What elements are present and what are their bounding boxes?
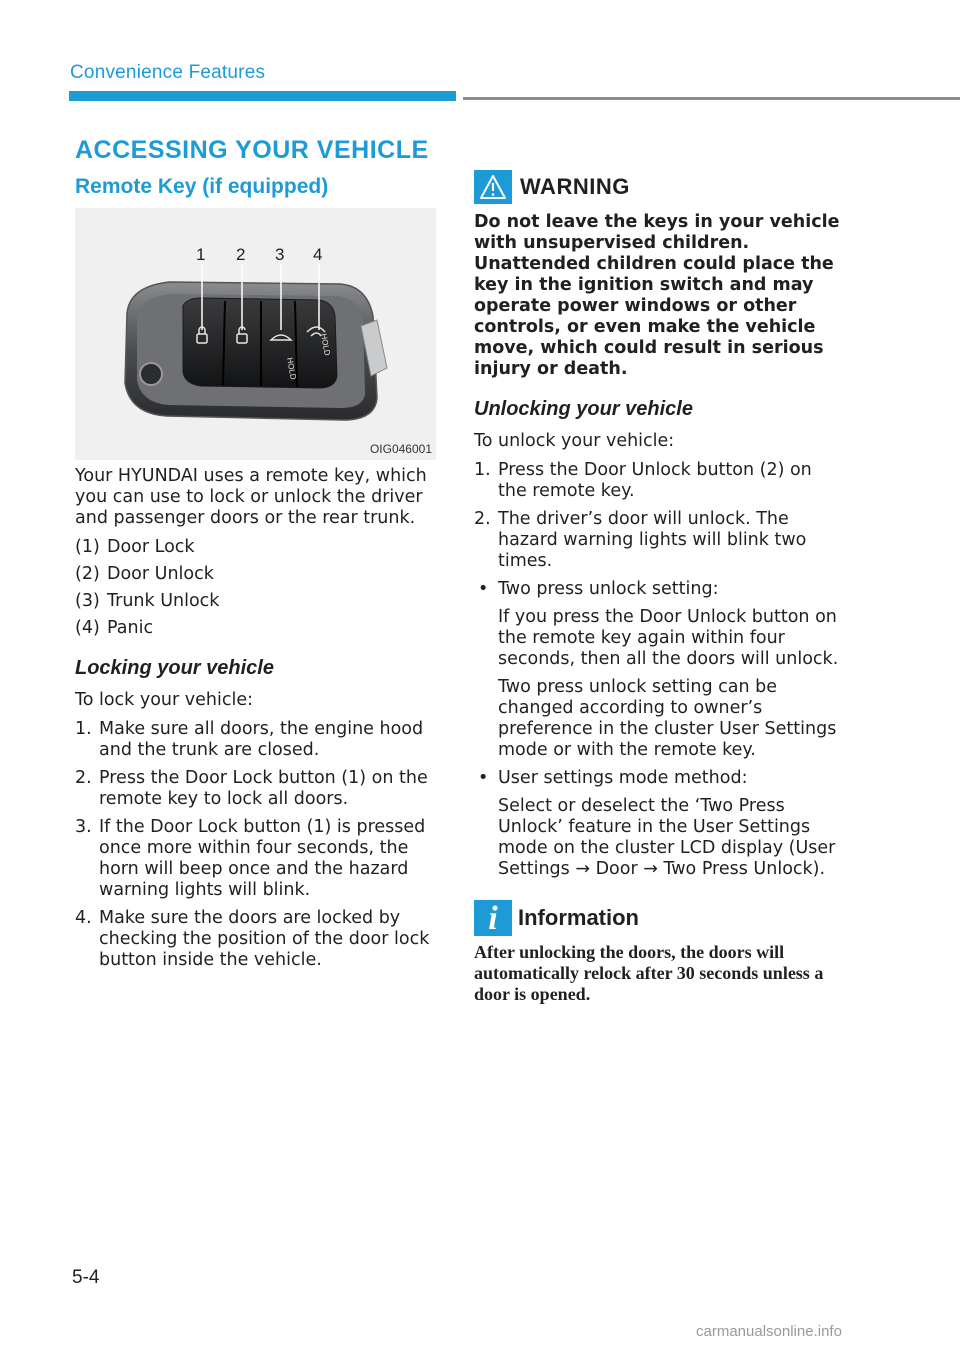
right-column [474,174,844,1005]
unlocking-intro: To unlock your vehicle: [474,431,675,451]
information-text: After unlocking the doors, the doors will automatically relock after 30 seconds unless a door is opened. [474,942,824,1004]
watermark: carmanualsonline.info [696,1323,842,1340]
list-item: (2) Door Unlock [75,564,214,584]
list-item: (1) Door Lock [75,537,195,557]
list-item: 2. Press the Door Lock button (1) on the remote key to lock all doors. [75,768,428,809]
locking-heading: Locking your vehicle [75,657,274,679]
callout-2: 2 [236,245,246,264]
header-rule [463,97,960,100]
callout-4: 4 [313,245,323,264]
warning-title: WARNING [520,174,630,199]
warning-header [474,170,844,204]
list-item: (3) Trunk Unlock [75,591,220,611]
parts-list [75,537,440,639]
callout-3: 3 [275,245,285,264]
locking-steps [75,719,440,971]
intro-paragraph: Your HYUNDAI uses a remote key, which you can use to lock or unlock the driver and passenger doors or the rear trunk. [75,466,427,528]
remote-key-figure [75,208,436,460]
page-number: 5-4 [72,1267,100,1288]
subsection-title: Remote Key (if equipped) [75,175,329,198]
section-title: ACCESSING YOUR VEHICLE [75,136,429,164]
unlocking-heading: Unlocking your vehicle [474,398,693,420]
warning-icon [474,170,512,204]
warning-text: Do not leave the keys in your vehicle with unsupervised children. Unattended children could place the key in the ignition switch and may operate power windows or other controls, or even make the vehicle move, which could result in serious injury or death. [474,212,840,379]
left-column [75,466,440,978]
unlocking-bullets [474,579,844,880]
list-item: (4) Panic [75,618,154,638]
hold-label-panic: HOLD [319,332,332,357]
list-item: • User settings mode method: Select or deselect the ‘Two Press Unlock’ feature in the User Settings mode on the cluster LCD display (User Settings → Door → Two Press Unlock). [478,768,836,879]
list-item: 2. The driver’s door will unlock. The hazard warning lights will blink two times. [474,509,807,571]
header-rule-accent [69,91,456,101]
list-item: 4. Make sure the doors are locked by checking the position of the door lock button inside the vehicle. [75,908,430,970]
running-header: Convenience Features [70,62,266,83]
list-item: 1. Make sure all doors, the engine hood and the trunk are closed. [75,719,424,760]
locking-intro: To lock your vehicle: [75,690,254,710]
hold-label-trunk: HOLD [285,356,298,381]
information-title: Information [518,905,639,930]
callout-1: 1 [196,245,206,264]
information-header [474,900,844,936]
information-icon: i [474,900,512,936]
list-item: • Two press unlock setting: If you press the Door Unlock button on the remote key again within four seconds, then all the doors will unlock. Two press unlock setting can be changed according to owner’s preference in the cluster User Settings mode or with the remote key. [478,579,839,760]
list-item: 1. Press the Door Unlock button (2) on the remote key. [474,460,812,501]
list-item: 3. If the Door Lock button (1) is pressed once more within four seconds, the horn will beep once and the hazard warning lights will blink. [75,817,426,900]
unlocking-steps [474,460,844,572]
remote-key-illustration [75,208,436,460]
figure-code: OIG046001 [369,442,432,456]
